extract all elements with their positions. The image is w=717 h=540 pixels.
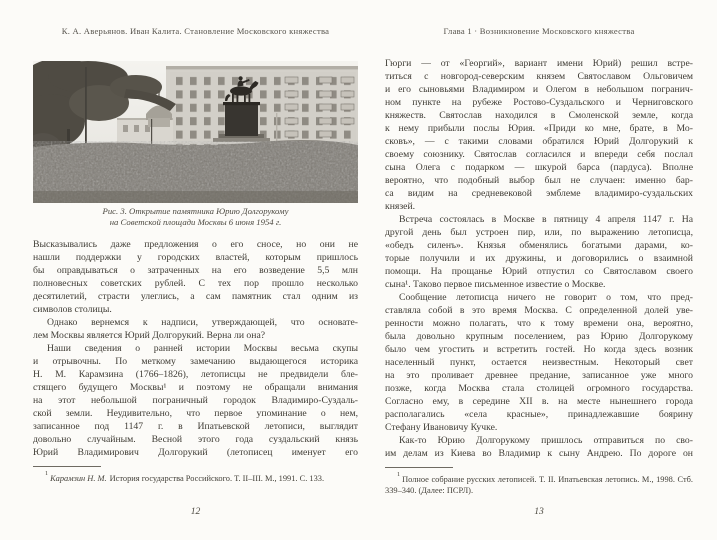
running-header-left: К. А. Аверьянов. Иван Калита. Становление Московского княжества: [61, 26, 330, 36]
footnote-left: [33, 466, 358, 484]
footnote-body: История государства Российского. Т. II–III. М., 1991. С. 133.: [109, 473, 325, 483]
text-line: ренности можно полагать, что к тому времени она, вероятно,: [385, 318, 693, 329]
text-line: торые получили и их дружины, и договорились о взаимной: [385, 253, 693, 264]
text-line: сына¹. Таково первое письменное известие о Москве.: [385, 279, 606, 290]
text-line: записанное под 1147 г. в Ипатьевской летописи, выглядит: [33, 421, 358, 433]
text-line: княжеств. Святослав находился в Смоленской земле, когда: [385, 110, 693, 121]
page-number-left: 12: [190, 506, 201, 517]
text-line: Гюрги — от «Георгий», вариант имени Юрий) решил встре-: [385, 58, 693, 69]
text-line: нашли поддержки у городских властей, которым пришлось: [33, 252, 358, 264]
text-line: Встреча состоялась в Москве в пятницу 4 апреля 1147 г. На: [399, 214, 693, 225]
text-line: ставляла собой в это время Москва. С определенной долей уве-: [385, 305, 693, 316]
text-line: стящего будущего Москвы¹ и поэтому не обращали внимания: [33, 382, 358, 394]
text-line: позже, когда Москва стала столицей огромного государства.: [385, 383, 693, 394]
text-line: и отрывочны. По меткому замечанию выдающегося историка: [33, 356, 358, 368]
body-text-left: [33, 238, 358, 459]
text-line: полновесных советских рублей. С тех пор прошло несколько: [33, 278, 358, 290]
text-line: Н. М. Карамзина (1766–1826), летописцы не предвидели бле-: [33, 369, 358, 381]
footnote-marker: 1: [397, 470, 401, 478]
text-line: к нему прибыли послы Юрия. «Приди ко мне, брате, в Мо-: [385, 123, 693, 134]
text-line: бы оправдываться о затраченных на его возведение 5,5 млн: [33, 265, 358, 277]
text-line: сковъ», — с такими словами обратился Юрий Долгорукий к: [385, 136, 693, 147]
footnote-author: Карамзин Н. М.: [50, 473, 107, 483]
figure-monument: [33, 61, 358, 227]
text-line: Стефану Ивановичу Кучке.: [385, 422, 498, 433]
right-page: [385, 0, 693, 517]
figure-caption-line2: на Советской площади Москвы 6 июня 1954 г.: [109, 216, 282, 227]
running-header-right: Глава 1 · Возникновение Московского княжества: [443, 26, 635, 36]
text-line: Юрий Владимирович Долгорукий (летописец именует его: [33, 447, 358, 459]
text-line: другой день был устроен пир, или, по выражению летописца,: [385, 227, 693, 238]
footnote-marker: 1: [45, 469, 49, 477]
footnote-rule: [33, 466, 101, 467]
text-line: на это проливает древнее предание, записанное уже много: [385, 370, 693, 381]
figure-caption: [33, 206, 358, 227]
footnote-body: Полное собрание русских летописей. Т. II. Ипатьевская летопись. М., 1998. Стб. 339–340. (Далее: ПСРЛ).: [385, 474, 693, 495]
text-line: Высказывались даже предложения о его сносе, но они не: [33, 239, 358, 251]
text-line: сына Олега с подарком — шкурой барса (пардуса). Вполне: [385, 162, 693, 173]
text-line: довольно случайным. Весной этого года суздальский князь: [33, 434, 358, 446]
text-line: ном пункте на рубеже Ростово-Суздальского и Черниговского: [385, 97, 693, 108]
text-line: лем Москвы является Юрий Долгорукий. Верна ли она?: [33, 330, 266, 342]
text-line: десятилетий, страсти улеглись, а сам памятник стал одним из: [33, 291, 358, 303]
monument-unveiling-photo: [33, 61, 358, 203]
text-line: было чем угостить и встретить гостей. Но когда здесь возник: [385, 344, 693, 355]
text-line: Наши сведения о ранней истории Москвы весьма скупы: [47, 343, 358, 355]
text-line: Однако вернемся к надписи, утверждающей, что основате-: [47, 317, 358, 329]
text-line: располагались «села красные», принадлежавшие боярину: [385, 409, 693, 420]
figure-caption-line1: Рис. 3. Открытие памятника Юрию Долгорукому: [102, 206, 289, 216]
text-line: Сообщение летописца ничего не говорит о том, что пред-: [399, 292, 693, 303]
text-line: Как-то Юрию Долгорукому пришлось отправиться по сво-: [399, 435, 693, 446]
text-line: символов столицы.: [33, 304, 112, 316]
text-line: своему союзнику. Святослав согласился и впереди себя послал: [385, 149, 693, 160]
text-line: князей.: [385, 201, 416, 212]
text-line: и его сыновьями Владимиром и Олегом в небольшом погранич-: [385, 84, 693, 95]
footnote-rule: [385, 467, 453, 468]
text-line: Согласно ему, в середине XII в. на месте нынешнего города: [385, 396, 693, 407]
left-page: [33, 0, 358, 517]
text-line: «обедъ силенъ». Князья обменялись богатыми дарами, ко-: [385, 240, 693, 251]
text-line: ской земли. Неудивительно, что первое упоминание о нем,: [33, 408, 358, 420]
footnote-text: [33, 470, 358, 484]
text-line: вероятно, что подобный выбор был не случаен: именно бар-: [385, 175, 693, 186]
photo-crowd: [33, 140, 358, 203]
text-line: са видим на средневековой эмблеме владимиро-суздальских: [385, 188, 693, 199]
text-line: была довольно крупным поселением, раз Юрию Долгорукому: [385, 331, 693, 342]
text-line: титься с новгород-северским князем Святославом Ольговичем: [385, 71, 693, 82]
footnote-text: [385, 471, 693, 496]
footnote-right: [385, 467, 693, 496]
text-line: на этот небольшой пограничный городок Владимиро-Суздаль-: [33, 395, 358, 407]
text-line: помощи. На прощанье Юрий отпустил со Святославом своего: [385, 266, 693, 277]
body-text-right: [385, 57, 693, 460]
text-line: населенный пункт, остается неизвестным. Некоторый свет: [385, 357, 693, 368]
page-number-right: 13: [534, 506, 544, 517]
text-line: им делам из Киева во Владимир к сыну Андрею. По дороге он: [385, 448, 693, 459]
